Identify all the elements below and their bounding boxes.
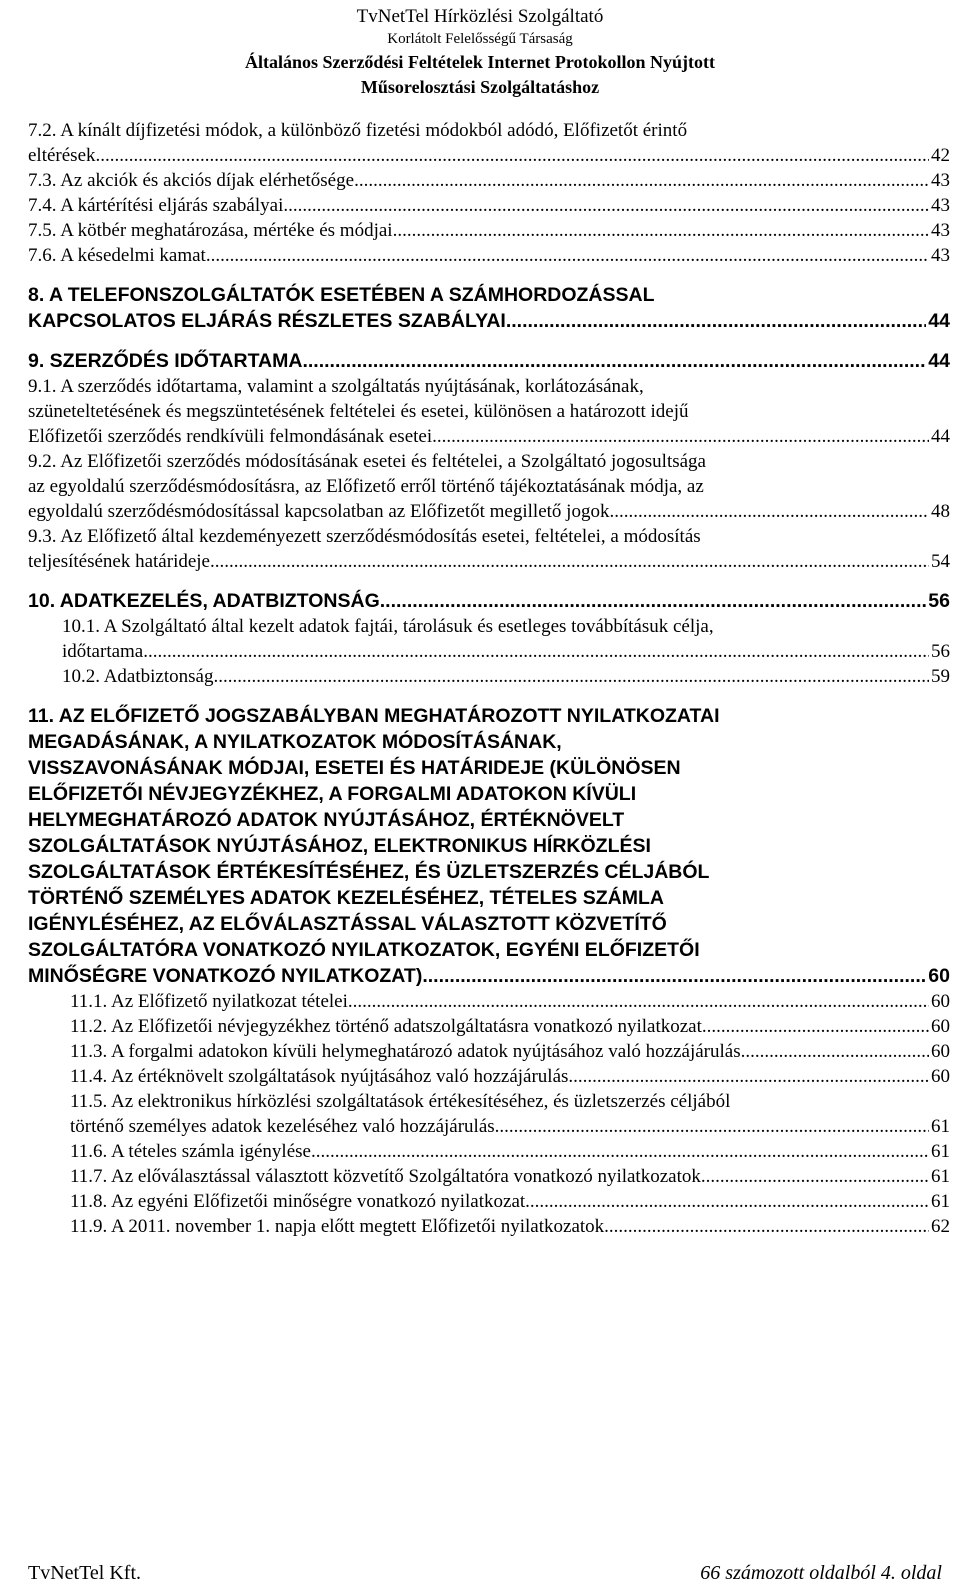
footer-company: TvNetTel Kft. xyxy=(28,1562,142,1584)
toc-entry-row xyxy=(28,218,950,243)
toc-page-number: 56 xyxy=(928,590,950,612)
toc-entry-title: 11.1. Az Előfizető nyilatkozat tételei xyxy=(70,991,348,1012)
toc-entry-text-line: SZOLGÁLTATÁSOK ÉRTÉKESÍTÉSÉHEZ, ÉS ÜZLETSZERZÉS CÉLJÁBÓL xyxy=(28,861,710,883)
toc-subsection-entry[interactable] xyxy=(28,243,950,268)
toc-entry-row xyxy=(70,1114,950,1139)
toc-entry-text-line: VISSZAVONÁSÁNAK MÓDJAI, ESETEI ÉS HATÁRIDEJE (KÜLÖNÖSEN xyxy=(28,757,681,779)
toc-entry-title: 11.4. Az értéknövelt szolgáltatások nyújtásához való hozzájárulás xyxy=(70,1066,569,1087)
company-form: Korlátolt Felelősségű Társaság xyxy=(387,31,573,47)
toc-subsection-entry[interactable] xyxy=(28,449,950,524)
toc-entry-title: teljesítésének határideje xyxy=(28,551,210,572)
toc-entry-text-line: HELYMEGHATÁROZÓ ADATOK NYÚJTÁSÁHOZ, ÉRTÉKNÖVELT xyxy=(28,809,625,831)
toc-dot-leader xyxy=(311,1139,929,1164)
toc-dot-leader xyxy=(702,1014,929,1039)
toc-entry-text-line: 11. AZ ELŐFIZETŐ JOGSZABÁLYBAN MEGHATÁROZOTT NYILATKOZATAI xyxy=(28,705,720,727)
toc-page-number: 61 xyxy=(931,1191,950,1212)
toc-page-number: 59 xyxy=(931,666,950,687)
toc-entry-row xyxy=(70,1014,950,1039)
toc-page-number: 56 xyxy=(931,641,950,662)
toc-section-entry[interactable] xyxy=(28,588,950,614)
toc-entry-title: időtartama xyxy=(62,641,144,662)
toc-entry-text-line: 9.1. A szerződés időtartama, valamint a szolgáltatás nyújtásának, korlátozásának, xyxy=(28,376,644,397)
toc-entry-title: 10.2. Adatbiztonság xyxy=(62,666,214,687)
toc-entry-title: 7.6. A késedelmi kamat xyxy=(28,245,206,266)
toc-entry-row xyxy=(28,143,950,168)
toc-entry-title: 9. SZERZŐDÉS IDŐTARTAMA xyxy=(28,350,303,372)
toc-entry-row xyxy=(62,664,950,689)
toc-entry-row xyxy=(28,588,950,614)
document-title-line-1: Általános Szerződési Feltételek Internet Protokollon Nyújtott xyxy=(244,52,716,72)
toc-section-entry[interactable] xyxy=(28,282,950,334)
toc-entry-text-line: SZOLGÁLTATÓRA VONATKOZÓ NYILATKOZATOK, EGYÉNI ELŐFIZETŐI xyxy=(28,939,700,961)
toc-subsection-entry[interactable] xyxy=(28,193,950,218)
toc-entry-row xyxy=(70,1139,950,1164)
toc-subsection-entry[interactable] xyxy=(28,168,950,193)
toc-page-number: 43 xyxy=(931,195,950,216)
toc-page-number: 43 xyxy=(931,170,950,191)
toc-subsection-entry[interactable] xyxy=(28,1214,950,1239)
toc-dot-leader xyxy=(741,1039,929,1064)
toc-subsection-entry[interactable] xyxy=(28,1089,950,1139)
toc-subsection-entry[interactable] xyxy=(28,614,950,664)
toc-page-number: 60 xyxy=(931,1066,950,1087)
toc-subsection-entry[interactable] xyxy=(28,1014,950,1039)
toc-subsection-entry[interactable] xyxy=(28,1189,950,1214)
toc-section-entry[interactable] xyxy=(28,348,950,374)
toc-entry-row xyxy=(28,549,950,574)
toc-page-number: 61 xyxy=(931,1166,950,1187)
toc-page-number: 61 xyxy=(931,1141,950,1162)
company-name: TvNetTel Hírközlési Szolgáltató xyxy=(356,6,604,27)
toc-entry-row xyxy=(70,1039,950,1064)
toc-page-number: 43 xyxy=(931,245,950,266)
toc-dot-leader xyxy=(210,549,929,574)
toc-entry-text-line: szüneteltetésének és megszüntetésének feltételei és esetei, különösen a határozott idejű xyxy=(28,401,689,422)
toc-entry-row xyxy=(28,963,950,989)
toc-dot-leader xyxy=(422,963,926,989)
toc-entry-row xyxy=(28,308,950,334)
toc-dot-leader xyxy=(525,1189,929,1214)
toc-entry-title: 7.3. Az akciók és akciós díjak elérhetősége xyxy=(28,170,355,191)
toc-entry-text-line: 10.1. A Szolgáltató által kezelt adatok fajtái, tárolásuk és esetleges továbbításuk célja, xyxy=(62,616,714,637)
toc-subsection-entry[interactable] xyxy=(28,989,950,1014)
toc-subsection-entry[interactable] xyxy=(28,1039,950,1064)
toc-dot-leader xyxy=(432,424,929,449)
toc-page-number: 44 xyxy=(931,426,950,447)
toc-dot-leader xyxy=(213,664,929,689)
toc-page-number: 54 xyxy=(931,551,950,572)
toc-page-number: 62 xyxy=(931,1216,950,1237)
toc-entry-row xyxy=(28,348,950,374)
toc-subsection-entry[interactable] xyxy=(28,218,950,243)
toc-dot-leader xyxy=(96,143,929,168)
toc-entry-text-line: 7.2. A kínált díjfizetési módok, a különböző fizetési módokból adódó, Előfizetőt érintő xyxy=(28,120,688,141)
toc-page-number: 44 xyxy=(928,310,950,332)
toc-entry-row xyxy=(28,424,950,449)
toc-entry-row xyxy=(62,639,950,664)
toc-section-entry[interactable] xyxy=(28,703,950,989)
toc-entry-title: 11.7. Az előválasztással választott közvetítő Szolgáltatóra vonatkozó nyilatkozatok xyxy=(70,1166,701,1187)
page-header xyxy=(0,5,960,99)
document-title-line-2: Műsorelosztási Szolgáltatáshoz xyxy=(360,77,600,97)
toc-page-number: 42 xyxy=(931,145,950,166)
toc-entry-title: eltérések xyxy=(28,145,96,166)
toc-page-number: 60 xyxy=(931,1041,950,1062)
toc-entry-row xyxy=(70,989,950,1014)
toc-entry-title: 7.5. A kötbér meghatározása, mértéke és módjai xyxy=(28,220,393,241)
toc-entry-row xyxy=(28,243,950,268)
toc-dot-leader xyxy=(283,193,929,218)
toc-subsection-entry[interactable] xyxy=(28,1064,950,1089)
toc-page-number: 43 xyxy=(931,220,950,241)
toc-entry-title: 11.3. A forgalmi adatokon kívüli helymeghatározó adatok nyújtásához való hozzájárulás xyxy=(70,1041,741,1062)
toc-entry-text-line: ELŐFIZETŐI NÉVJEGYZÉKHEZ, A FORGALMI ADATOKON KÍVÜLI xyxy=(28,783,637,805)
toc-page-number: 48 xyxy=(931,501,950,522)
toc-entry-text-line: az egyoldalú szerződésmódosításra, az Előfizető erről történő tájékoztatásának módja, az xyxy=(28,476,704,497)
toc-dot-leader xyxy=(604,1214,929,1239)
toc-entry-row xyxy=(70,1164,950,1189)
toc-dot-leader xyxy=(354,168,929,193)
toc-page-number: 44 xyxy=(928,350,950,372)
toc-entry-text-line: SZOLGÁLTATÁSOK NYÚJTÁSÁHOZ, ELEKTRONIKUS HÍRKÖZLÉSI xyxy=(28,835,651,857)
toc-entry-row xyxy=(28,499,950,524)
toc-subsection-entry[interactable] xyxy=(28,374,950,449)
toc-entry-row xyxy=(70,1189,950,1214)
toc-dot-leader xyxy=(143,639,929,664)
footer-page-number: 66 számozott oldalból 4. oldal xyxy=(700,1562,942,1584)
toc-entry-title: 11.9. A 2011. november 1. napja előtt megtett Előfizetői nyilatkozatok xyxy=(70,1216,605,1237)
toc-dot-leader xyxy=(701,1164,929,1189)
toc-entry-text-line: 9.3. Az Előfizető által kezdeményezett szerződésmódosítás esetei, feltételei, a módosítás xyxy=(28,526,701,547)
toc-page-number: 60 xyxy=(931,991,950,1012)
toc-dot-leader xyxy=(206,243,929,268)
toc-subsection-entry[interactable] xyxy=(28,118,950,168)
toc-entry-row xyxy=(28,168,950,193)
toc-entry-title: 11.6. A tételes számla igénylése xyxy=(70,1141,311,1162)
toc-entry-text-line: 9.2. Az Előfizetői szerződés módosításának esetei és feltételei, a Szolgáltató jogosultsága xyxy=(28,451,706,472)
toc-dot-leader xyxy=(568,1064,929,1089)
toc-subsection-entry[interactable] xyxy=(28,664,950,689)
toc-page-number: 60 xyxy=(928,965,950,987)
toc-entry-title: 11.8. Az egyéni Előfizetői minőségre vonatkozó nyilatkozat xyxy=(70,1191,526,1212)
toc-dot-leader xyxy=(506,308,926,334)
toc-subsection-entry[interactable] xyxy=(28,524,950,574)
toc-entry-row xyxy=(70,1214,950,1239)
toc-page-number: 60 xyxy=(931,1016,950,1037)
table-of-contents xyxy=(28,118,950,1239)
toc-entry-title: 7.4. A kártérítési eljárás szabályai xyxy=(28,195,284,216)
toc-page-number: 61 xyxy=(931,1116,950,1137)
toc-entry-row xyxy=(70,1064,950,1089)
toc-entry-text-line: 11.5. Az elektronikus hírközlési szolgáltatások értékesítéséhez, és üzletszerzés céljából xyxy=(70,1091,731,1112)
toc-entry-title: MINŐSÉGRE VONATKOZÓ NYILATKOZAT) xyxy=(28,965,423,987)
toc-entry-text-line: TÖRTÉNŐ SZEMÉLYES ADATOK KEZELÉSÉHEZ, TÉTELES SZÁMLA xyxy=(28,887,664,909)
toc-entry-title: egyoldalú szerződésmódosítással kapcsolatban az Előfizetőt megillető jogok xyxy=(28,501,610,522)
toc-subsection-entry[interactable] xyxy=(28,1139,950,1164)
toc-dot-leader xyxy=(380,588,927,614)
toc-dot-leader xyxy=(393,218,929,243)
toc-dot-leader xyxy=(348,989,929,1014)
toc-entry-text-line: 8. A TELEFONSZOLGÁLTATÓK ESETÉBEN A SZÁMHORDOZÁSSAL xyxy=(28,284,655,306)
toc-entry-text-line: MEGADÁSÁNAK, A NYILATKOZATOK MÓDOSÍTÁSÁNAK, xyxy=(28,731,562,753)
toc-subsection-entry[interactable] xyxy=(28,1164,950,1189)
toc-entry-title: 11.2. Az Előfizetői névjegyzékhez történő adatszolgáltatásra vonatkozó nyilatkozat xyxy=(70,1016,702,1037)
toc-dot-leader xyxy=(495,1114,929,1139)
toc-entry-row xyxy=(28,193,950,218)
toc-entry-title: Előfizetői szerződés rendkívüli felmondásának esetei xyxy=(28,426,433,447)
toc-entry-title: 10. ADATKEZELÉS, ADATBIZTONSÁG xyxy=(28,590,380,612)
toc-entry-title: KAPCSOLATOS ELJÁRÁS RÉSZLETES SZABÁLYAI xyxy=(28,310,506,332)
toc-dot-leader xyxy=(609,499,929,524)
toc-entry-text-line: IGÉNYLÉSÉHEZ, AZ ELŐVÁLASZTÁSSAL VÁLASZTOTT KÖZVETÍTŐ xyxy=(28,913,667,935)
toc-entry-title: történő személyes adatok kezeléséhez való hozzájárulás xyxy=(70,1116,495,1137)
toc-dot-leader xyxy=(302,348,926,374)
